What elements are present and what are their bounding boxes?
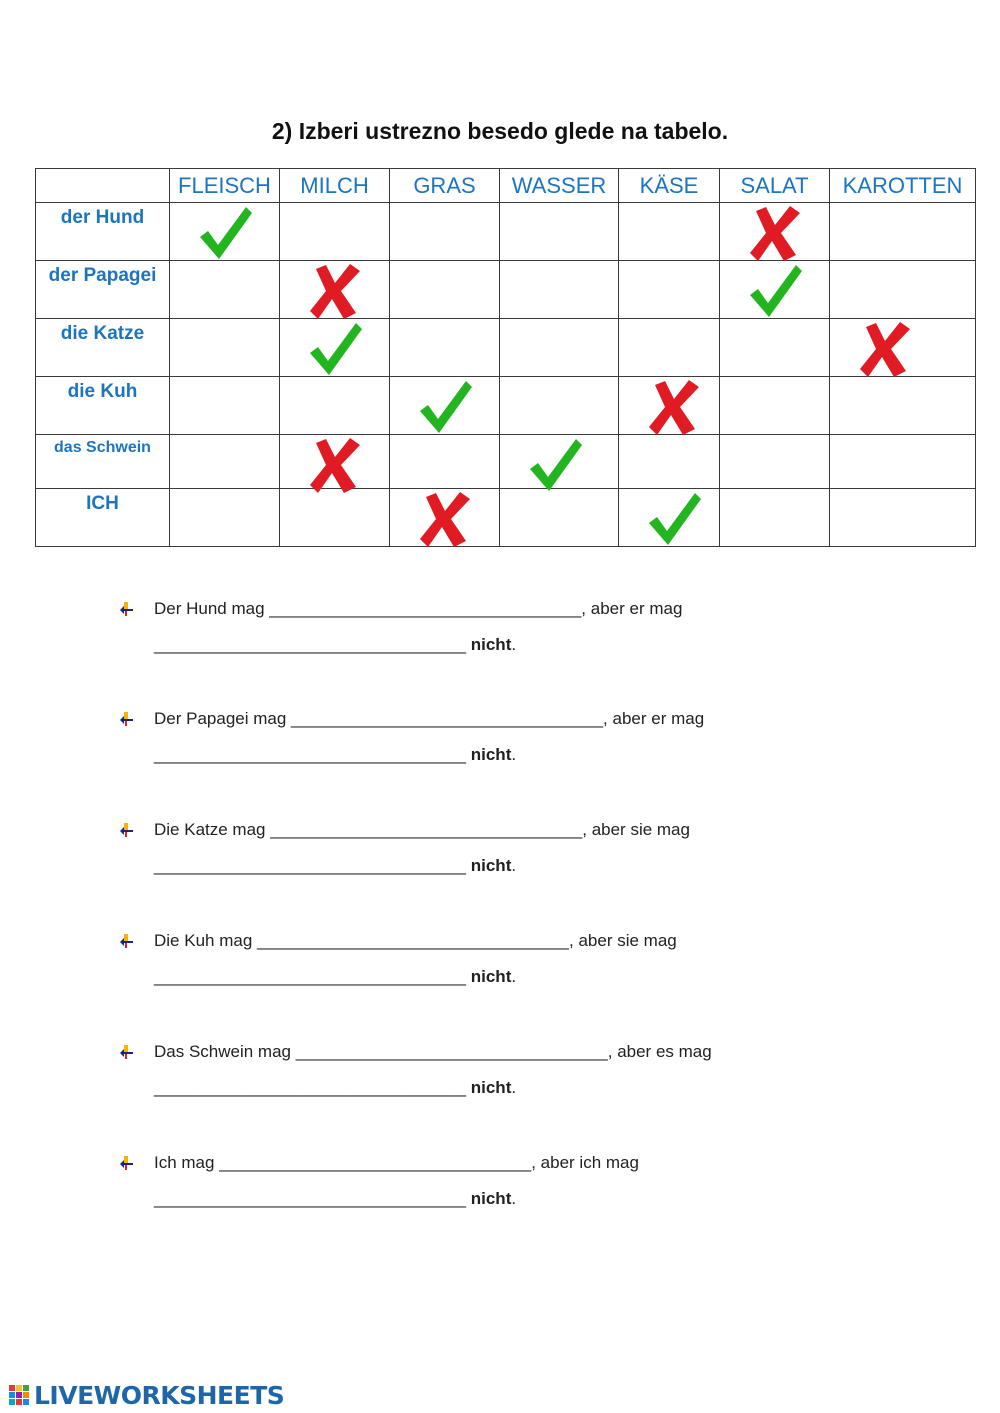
- table-cell: [619, 319, 720, 377]
- cross-icon: [744, 203, 806, 265]
- table-cell: [280, 377, 390, 435]
- exercise-item: [118, 818, 690, 878]
- table-cell: [170, 435, 280, 489]
- exercise-lead: Ich mag: [154, 1153, 220, 1172]
- answer-blank-1[interactable]: _________________________________: [291, 709, 604, 728]
- bullet-arrow-icon: [118, 1043, 136, 1061]
- exercise-lead: Der Hund mag: [154, 599, 270, 618]
- exercise-mid: , aber ich mag: [531, 1153, 639, 1172]
- column-header: MILCH: [280, 169, 390, 203]
- exercise-item: [118, 929, 677, 989]
- table-cell: [280, 203, 390, 261]
- table-cell: [720, 319, 830, 377]
- column-header: SALAT: [720, 169, 830, 203]
- table-row: [36, 261, 976, 319]
- bullet-arrow-icon: [118, 710, 136, 728]
- nicht-word: nicht: [470, 967, 512, 986]
- exercise-mid: , aber er mag: [581, 599, 683, 618]
- table-row: [36, 435, 976, 489]
- answer-blank-2[interactable]: _________________________________: [154, 635, 467, 654]
- answer-blank-1[interactable]: _________________________________: [270, 820, 583, 839]
- exercise-lead: Das Schwein mag: [154, 1042, 296, 1061]
- table-cell: [170, 377, 280, 435]
- worksheet-title: 2) Izberi ustrezno besedo glede na tabelo.: [271, 118, 729, 144]
- table-cell: [280, 319, 390, 377]
- cross-icon: [414, 489, 476, 551]
- exercise-mid: , aber er mag: [603, 709, 705, 728]
- table-cell: [170, 319, 280, 377]
- table-cell: [170, 489, 280, 547]
- answer-blank-2[interactable]: _________________________________: [154, 856, 467, 875]
- table-cell: [619, 377, 720, 435]
- table-cell: [390, 203, 500, 261]
- table-cell: [830, 377, 976, 435]
- bullet-arrow-icon: [118, 1154, 136, 1172]
- row-label: ICH: [36, 489, 170, 547]
- table-cell: [619, 261, 720, 319]
- exercise-lead: Die Kuh mag: [154, 931, 257, 950]
- table-cell: [390, 319, 500, 377]
- row-label: das Schwein: [36, 435, 170, 489]
- exercise-lead: Die Katze mag: [154, 820, 271, 839]
- exercise-item: [118, 1040, 712, 1100]
- check-icon: [744, 261, 806, 323]
- nicht-word: nicht: [470, 1189, 512, 1208]
- exercise-item: [118, 707, 704, 767]
- exercise-item: [118, 597, 682, 657]
- table-cell: [280, 489, 390, 547]
- exercise-item: [118, 1151, 639, 1211]
- row-label: der Hund: [36, 203, 170, 261]
- row-label: die Kuh: [36, 377, 170, 435]
- table-cell: [500, 435, 619, 489]
- answer-blank-1[interactable]: _________________________________: [219, 1153, 532, 1172]
- table-row: [36, 377, 976, 435]
- sentence-end: .: [511, 635, 517, 654]
- exercise-lead: Der Papagei mag: [154, 709, 292, 728]
- footer-brand-text: LIVEWORKSHEETS: [34, 1380, 285, 1410]
- column-header: WASSER: [500, 169, 619, 203]
- table-cell: [390, 261, 500, 319]
- liveworksheets-logo-icon: [8, 1384, 30, 1406]
- table-cell: [830, 261, 976, 319]
- table-cell: [280, 261, 390, 319]
- sentence-end: .: [511, 967, 517, 986]
- table-cell: [830, 435, 976, 489]
- table-cell: [390, 489, 500, 547]
- table-cell: [720, 261, 830, 319]
- table-cell: [830, 319, 976, 377]
- table-row: [36, 319, 976, 377]
- cross-icon: [854, 319, 916, 381]
- nicht-word: nicht: [470, 856, 512, 875]
- answer-blank-1[interactable]: _________________________________: [295, 1042, 608, 1061]
- sentence-end: .: [511, 1189, 517, 1208]
- bullet-arrow-icon: [118, 932, 136, 950]
- answer-blank-1[interactable]: _________________________________: [257, 931, 570, 950]
- table-cell: [720, 435, 830, 489]
- table-cell: [390, 435, 500, 489]
- table-cell: [170, 261, 280, 319]
- row-label: die Katze: [36, 319, 170, 377]
- exercise-mid: , aber sie mag: [582, 820, 690, 839]
- exercise-mid: , aber es mag: [607, 1042, 712, 1061]
- table-cell: [720, 489, 830, 547]
- nicht-word: nicht: [470, 635, 512, 654]
- check-icon: [304, 319, 366, 381]
- answer-blank-2[interactable]: _________________________________: [154, 1189, 467, 1208]
- exercise-mid: , aber sie mag: [569, 931, 677, 950]
- answer-blank-2[interactable]: _________________________________: [154, 967, 467, 986]
- footer-brand: [8, 1380, 284, 1410]
- header-corner-cell: [36, 169, 170, 203]
- check-icon: [194, 203, 256, 265]
- column-header: GRAS: [390, 169, 500, 203]
- answer-blank-2[interactable]: _________________________________: [154, 745, 467, 764]
- column-header: KAROTTEN: [830, 169, 976, 203]
- table-cell: [500, 203, 619, 261]
- table-cell: [830, 203, 976, 261]
- nicht-word: nicht: [470, 745, 512, 764]
- answer-blank-2[interactable]: _________________________________: [154, 1078, 467, 1097]
- table-cell: [619, 489, 720, 547]
- cross-icon: [304, 261, 366, 323]
- sentence-end: .: [511, 856, 517, 875]
- table-cell: [720, 377, 830, 435]
- sentence-end: .: [511, 745, 517, 764]
- sentence-end: .: [511, 1078, 517, 1097]
- table-cell: [280, 435, 390, 489]
- row-label: der Papagei: [36, 261, 170, 319]
- cross-icon: [643, 377, 705, 439]
- table-header-row: [36, 169, 976, 203]
- table-cell: [390, 377, 500, 435]
- table-cell: [500, 261, 619, 319]
- table-cell: [500, 489, 619, 547]
- answer-blank-1[interactable]: _________________________________: [269, 599, 582, 618]
- check-icon: [414, 377, 476, 439]
- table-cell: [500, 319, 619, 377]
- table-cell: [619, 203, 720, 261]
- table-cell: [500, 377, 619, 435]
- table-row: [36, 203, 976, 261]
- column-header: FLEISCH: [170, 169, 280, 203]
- food-preference-table: [35, 168, 976, 547]
- nicht-word: nicht: [470, 1078, 512, 1097]
- bullet-arrow-icon: [118, 600, 136, 618]
- bullet-arrow-icon: [118, 821, 136, 839]
- check-icon: [643, 489, 705, 551]
- table-cell: [830, 489, 976, 547]
- table-cell: [720, 203, 830, 261]
- table-row: [36, 489, 976, 547]
- table-cell: [170, 203, 280, 261]
- column-header: KÄSE: [619, 169, 720, 203]
- table-cell: [619, 435, 720, 489]
